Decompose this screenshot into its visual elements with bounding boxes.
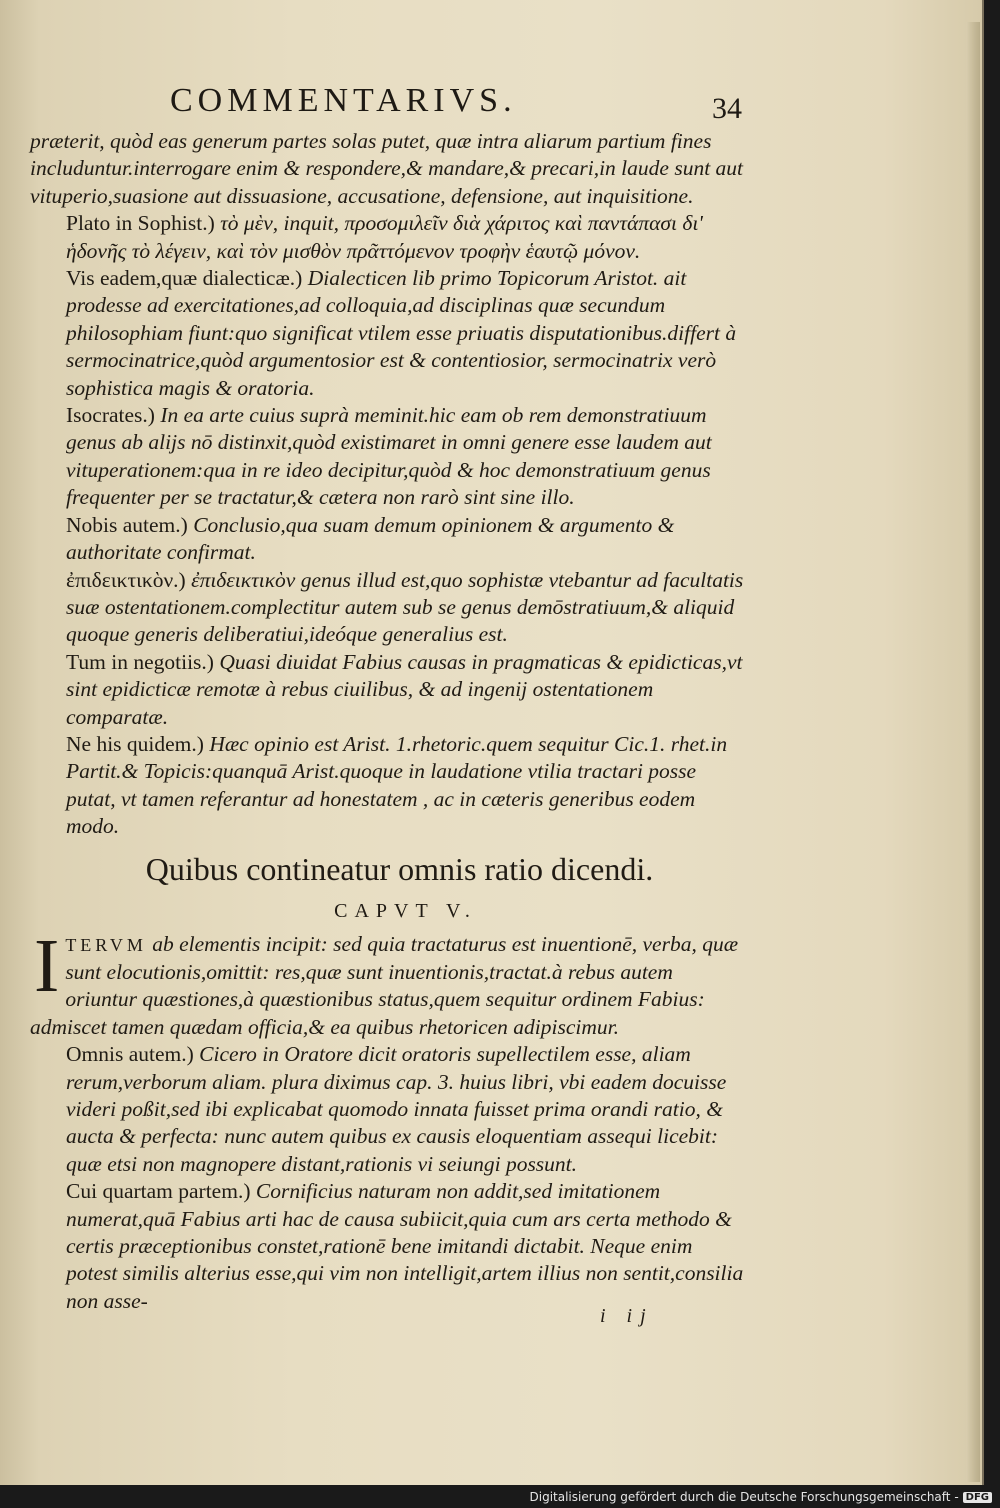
digitization-footer [530,1490,993,1504]
lemma-5: ἐπιδεικτικὸν.) [66,567,186,592]
section-paragraph-1-text: Cornificius naturam non addit,sed imitationem numerat,quā Fabius arti hac de causa subiicit,quia cum ars certa methodo & certis præceptionibus constet,rationē bene imitandi dictabit. Neque enim potest similis alterius esse,qui vim non intelligit,artem illius non sentit,consilia non asse- [66,1179,744,1313]
paragraph-2-text: Dialecticen lib primo Topicorum Aristot. ait prodesse ad exercitationes,ad colloquia,ad disciplinas quæ secundum philosophiam fiunt:quo significat vtilem esse priuatis disputationibus.differt à sermocinatrice,quòd argumentosior est & contentiosior, sermocinatrix verò sophistica magis & oratoria. [66,266,737,400]
opening-text: ab elementis incipit: sed quia tractaturus est inuentionē, verba, quæ sunt elocutionis,omittit: res,quæ sunt inuentionis,tractat.à rebus autem oriuntur quæstiones,à quæstionibus status,quem sequitur ordinem Fabius: admiscet tamen quædam officia,& ea quibus rhetoricen adipiscimur. [30,931,739,1039]
paragraph-7 [30,731,745,841]
paragraph-7-text: Hæc opinio est Arist. 1.rhetoric.quem sequitur Cic.1. rhet.in Partit.& Topicis:quanquā Arist.quoque in laudatione vtilia tractari posse putat, vt tamen referantur ad honestatem , ac in cæteris generibus eodem modo. [66,731,728,839]
page-text [30,128,745,1315]
paragraph-0-text: præterit, quòd eas generum partes solas putet, quæ intra aliarum partium fines includuntur.interrogare enim & respondere,& mandare,& precari,in laude sunt aut vituperio,suasione aut dissuasione, accusatione, defensione, aut inquisitione. [30,129,744,208]
folio-number: 34 [712,92,742,125]
paragraph-1-text: τὸ μὲν, inquit, προσομιλεῖν διὰ χάριτος καὶ παντάπασι δι' ἡδονῆς τὸ λέγειν, καὶ τὸν μισθὸν πρᾶττόμενον τροφὴν ἑαυτῷ μόνον. [66,211,703,263]
lemma-3: Isocrates.) [66,403,155,428]
dfg-logo: DFG [963,1492,992,1503]
drop-cap: I [34,923,60,1008]
chapter-heading: CAPVT V. [334,899,477,922]
lemma-1: Plato in Sophist.) [66,211,215,236]
page-edge [966,22,980,1482]
section-paragraph-0 [30,1041,745,1178]
lemma-6: Tum in negotiis.) [66,649,214,674]
paragraph-6-text: Quasi diuidat Fabius causas in pragmaticas & epidicticas,vt sint epidicticæ remotæ à rebus ciuilibus, & ad ingenij ostentationem comparatæ. [66,649,743,729]
opening-caps: TERVM [65,934,147,955]
lemma-7: Ne his quidem.) [66,731,204,756]
paragraph-4 [30,512,745,567]
section-title: Quibus contineatur omnis ratio dicendi. [145,850,654,887]
section-paragraph-1 [30,1178,745,1315]
paragraph-2 [30,265,745,402]
section-lemma-1: Cui quartam partem.) [66,1179,251,1204]
paragraph-5-text: ἐπιδεικτικὸν genus illud est,quo sophistæ vtebantur ad facultatis suæ ostentationem.complectitur autem sub se genus demōstratiuum,& aliquid quoque generis deliberatiui,ideóque generalius est. [66,567,744,647]
paragraph-0 [30,128,745,210]
paragraph-1 [30,210,745,265]
paragraph-3 [30,402,745,512]
paragraph-3-text: In ea arte cuius suprà meminit.hic eam ob rem demonstratiuum genus ab alijs nō distinxit,quòd existimaret in omni genere esse laudem aut vituperationem:qua in re ideo decipitur,quòd & hoc demonstratiuum genus frequenter per se tractatur,& cætera non rarò sint sine illo. [66,403,712,510]
section-paragraph-0-text: Cicero in Oratore dicit oratoris supellectilem esse, aliam rerum,verborum aliam. plura diximus cap. 3. huius libri, vbi eadem docuisse videri poßit,sed ibi explicabat quomodo innata fuisset prima orandi ratio, & aucta & perfecta: nunc autem quibus ex causis eloquentiam assequi licebit: quæ etsi non magnopere distant,rationis vi seiungi possunt. [66,1042,727,1176]
paragraph-6 [30,649,745,731]
lemma-2: Vis eadem,quæ dialecticæ.) [66,266,303,291]
section-opening [30,923,745,1042]
running-header: COMMENTARIVS. [170,82,517,119]
footer-credit: Digitalisierung gefördert durch die Deutsche Forschungsgemeinschaft - [529,1490,959,1504]
section-lemma-0: Omnis autem.) [66,1042,194,1067]
paragraph-4-text: Conclusio,qua suam demum opinionem & argumento & authoritate confirmat. [66,512,675,565]
lemma-4: Nobis autem.) [66,512,188,537]
paragraph-5 [30,567,745,649]
signature-mark: i ij [600,1305,654,1327]
